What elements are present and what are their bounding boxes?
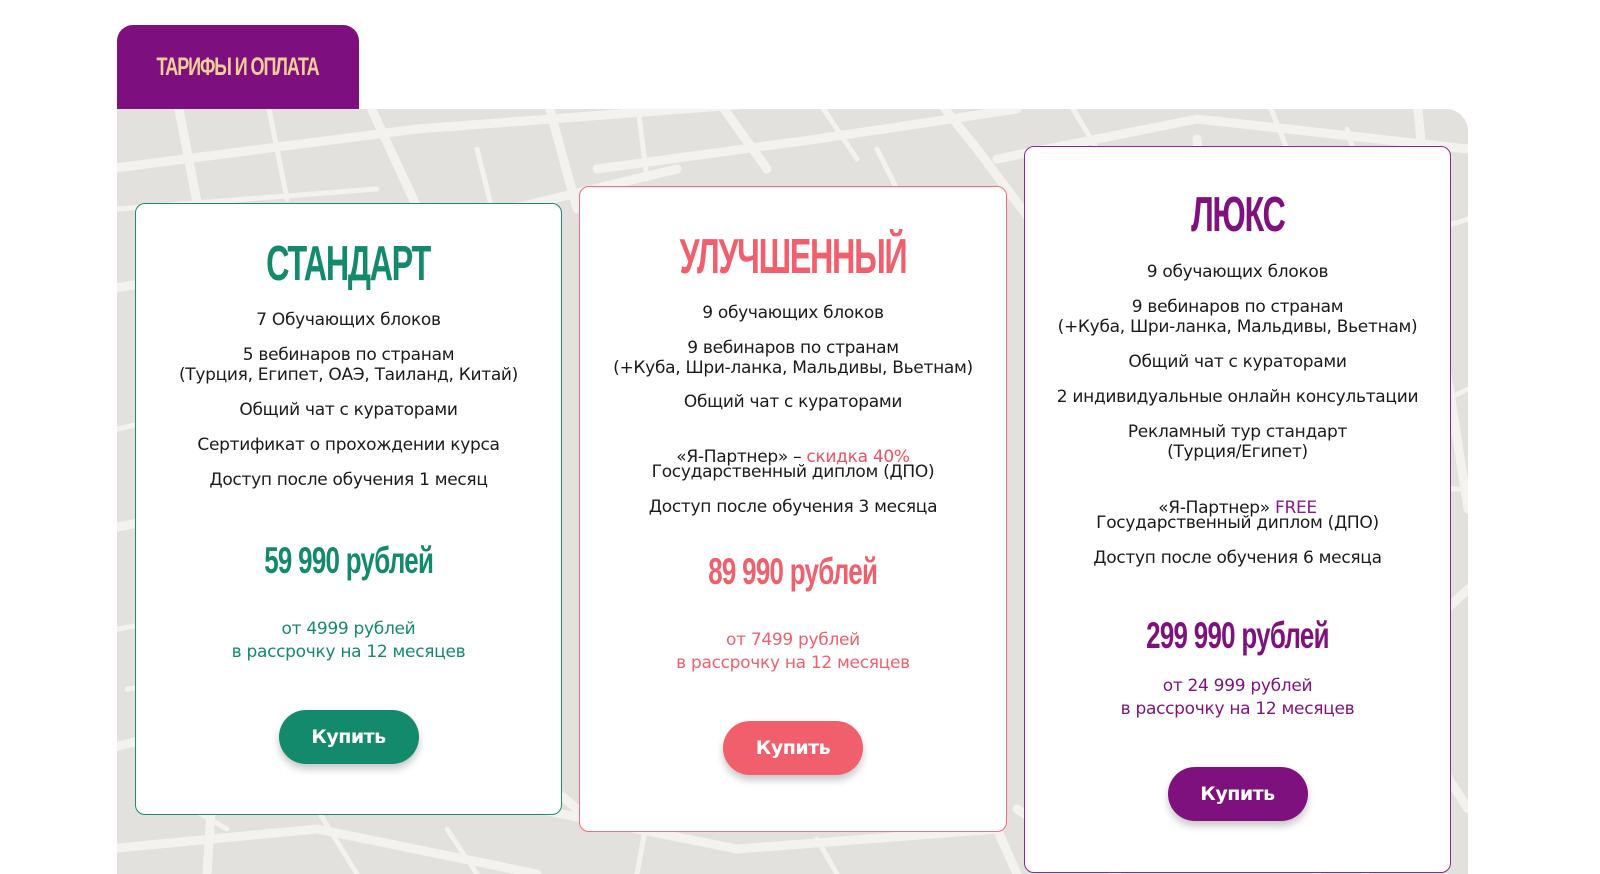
plan-feature: Общий чат с кураторами xyxy=(1128,352,1347,372)
plan-price: 299 990 рублей xyxy=(1146,615,1329,656)
plan-installment xyxy=(1025,675,1450,721)
plan-feature: 7 Обучающих блоков xyxy=(256,310,441,330)
plan-feature: Сертификат о прохождении курса xyxy=(197,435,500,455)
plan-feature-partner xyxy=(580,427,1006,467)
installment-term: в рассрочку на 12 месяцев xyxy=(231,642,466,662)
plan-feature: 5 вебинаров по странам (Турция, Египет, ОАЭ, Таиланд, Китай) xyxy=(178,345,519,385)
plan-title: ЛЮКС xyxy=(1190,188,1285,242)
plan-feature: Рекламный тур стандарт (Турция/Египет) xyxy=(1127,422,1348,462)
plan-title: СТАНДАРТ xyxy=(266,237,431,291)
plan-price: 59 990 рублей xyxy=(263,540,433,581)
installment-term: в рассрочку на 12 месяцев xyxy=(676,653,910,673)
plan-feature: Доступ после обучения 6 месяца xyxy=(1093,548,1382,568)
buy-button-lux[interactable]: Купить xyxy=(1168,767,1308,821)
partner-discount: скидка 40% xyxy=(806,447,910,467)
installment-amount: от 7499 рублей xyxy=(726,630,860,650)
plan-feature: Доступ после обучения 1 месяц xyxy=(209,470,488,490)
buy-button-improved[interactable]: Купить xyxy=(723,721,863,775)
plan-feature: Государственный диплом (ДПО) xyxy=(651,462,935,482)
installment-amount: от 24 999 рублей xyxy=(1162,676,1313,696)
installment-term: в рассрочку на 12 месяцев xyxy=(1120,699,1355,719)
plan-feature: Доступ после обучения 3 месяца xyxy=(648,497,938,517)
partner-label: «Я-Партнер» xyxy=(1158,498,1275,518)
plan-feature: Общий чат с кураторами xyxy=(683,392,903,412)
plan-card-lux xyxy=(1024,146,1451,873)
plan-feature: 2 индивидуальные онлайн консультации xyxy=(1056,387,1419,407)
partner-label: «Я-Партнер» – xyxy=(676,447,807,467)
plan-feature: 9 вебинаров по странам (+Куба, Шри-ланка, Мальдивы, Вьетнам) xyxy=(613,338,973,378)
plan-feature: Общий чат с кураторами xyxy=(239,400,458,420)
partner-free: FREE xyxy=(1274,498,1317,518)
plan-installment xyxy=(580,629,1006,675)
plan-installment xyxy=(136,618,561,664)
section-tab xyxy=(117,25,359,109)
installment-amount: от 4999 рублей xyxy=(281,619,416,639)
section-title: ТАРИФЫ И ОПЛАТА xyxy=(156,52,320,81)
plan-feature-partner xyxy=(1025,478,1450,518)
plan-card-improved xyxy=(579,186,1007,832)
plan-feature: Государственный диплом (ДПО) xyxy=(1096,513,1379,533)
plan-price: 89 990 рублей xyxy=(708,551,878,592)
plan-card-standard xyxy=(135,203,562,815)
plan-feature: 9 вебинаров по странам (+Куба, Шри-ланка, Мальдивы, Вьетнам) xyxy=(1057,297,1418,337)
plan-feature: 9 обучающих блоков xyxy=(702,303,884,323)
plan-feature: 9 обучающих блоков xyxy=(1146,262,1329,282)
plan-title: УЛУЧШЕННЫЙ xyxy=(679,230,907,284)
buy-button-standard[interactable]: Купить xyxy=(279,710,419,764)
